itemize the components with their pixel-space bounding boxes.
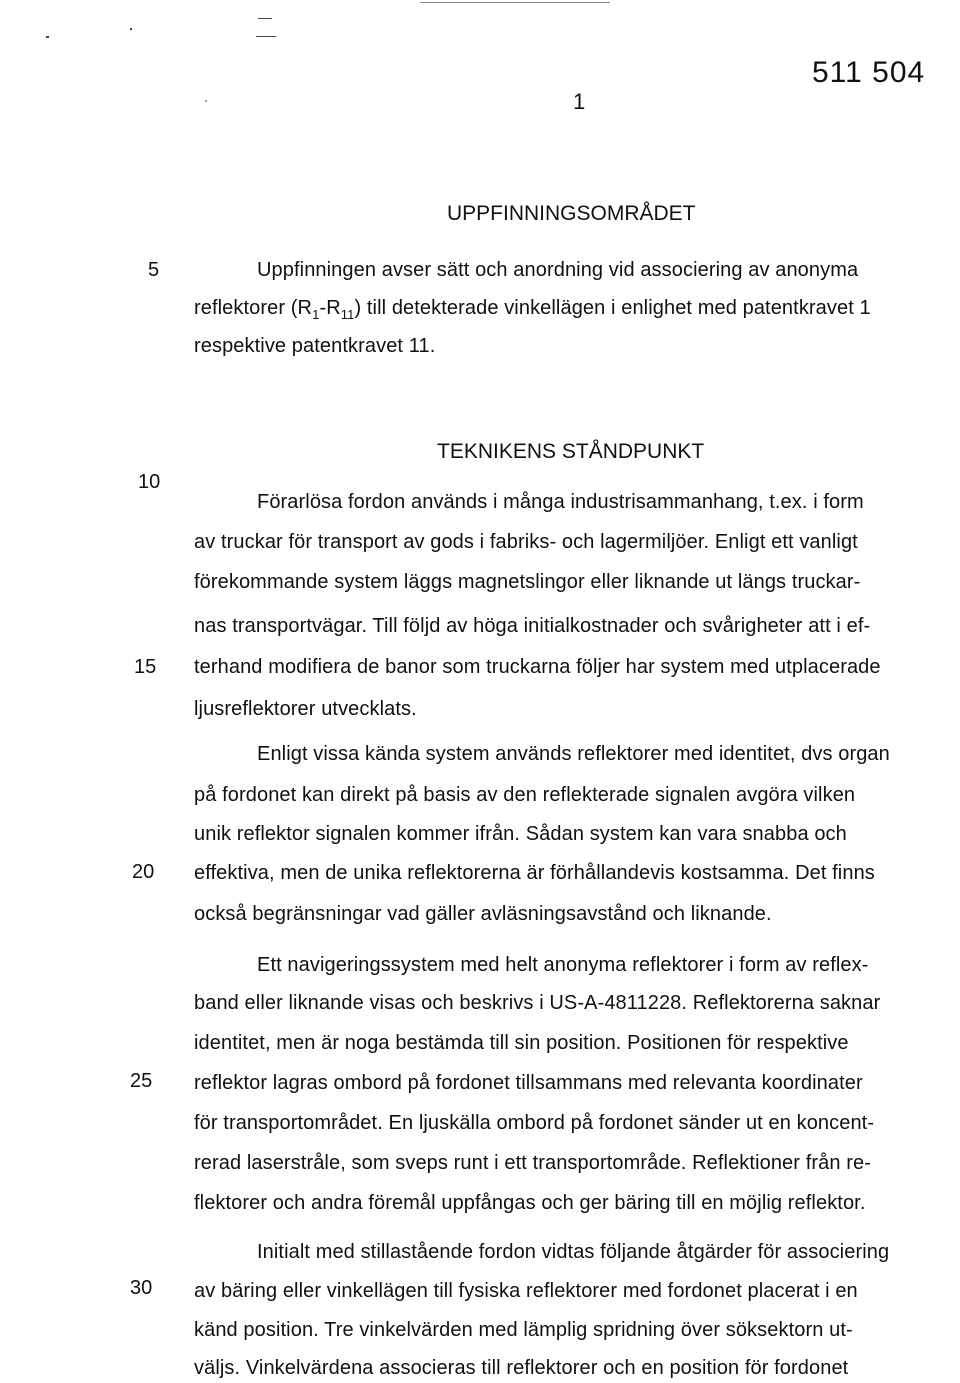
text-segment: ) till detekterade vinkellägen i enlighet med patentkravet 1 bbox=[354, 297, 871, 319]
text-line: flektorer och andra föremål uppfångas och ger bäring till en möjlig reflektor. bbox=[194, 1192, 866, 1214]
section-heading: TEKNIKENS STÅNDPUNKT bbox=[437, 440, 705, 463]
text-segment: -R bbox=[319, 297, 341, 319]
text-line: också begränsningar vad gäller avläsningsavstånd och liknande. bbox=[194, 903, 772, 925]
text-line: unik reflektor signalen kommer ifrån. Sådan system kan vara snabba och bbox=[194, 823, 847, 845]
subscript: 11 bbox=[340, 307, 355, 322]
text-line: väljs. Vinkelvärdena associeras till reflektorer och en position för fordonet bbox=[194, 1357, 849, 1379]
text-line: respektive patentkravet 11. bbox=[194, 335, 436, 357]
text-line: reflektor lagras ombord på fordonet tillsammans med relevanta koordinater bbox=[194, 1072, 863, 1094]
text-line bbox=[194, 296, 871, 322]
text-line: Ett navigeringssystem med helt anonyma reflektorer i form av reflex- bbox=[257, 954, 869, 976]
page-number: 1 bbox=[573, 89, 586, 114]
text-line: nas transportvägar. Till följd av höga initialkostnader och svårigheter att i ef- bbox=[194, 615, 871, 637]
text-line: för transportområdet. En ljuskälla ombord på fordonet sänder ut en koncent- bbox=[194, 1112, 875, 1134]
scan-artifact bbox=[46, 36, 49, 38]
section-heading: UPPFINNINGSOMRÅDET bbox=[447, 202, 696, 225]
text-line: Uppfinningen avser sätt och anordning vid associering av anonyma bbox=[257, 259, 859, 281]
text-line: terhand modifiera de banor som truckarna följer har system med utplacerade bbox=[194, 656, 881, 678]
text-line: känd position. Tre vinkelvärden med lämplig spridning över söksektorn ut- bbox=[194, 1319, 853, 1341]
text-line: identitet, men är noga bestämda till sin position. Positionen för respektive bbox=[194, 1032, 849, 1054]
patent-number: 511 504 bbox=[812, 56, 926, 89]
text-line: ljusreflektorer utvecklats. bbox=[194, 698, 417, 720]
text-line: förekommande system läggs magnetslingor eller liknande ut längs truckar- bbox=[194, 571, 861, 593]
text-line: effektiva, men de unika reflektorerna är förhållandevis kostsamma. Det finns bbox=[194, 862, 875, 884]
line-number-20: 20 bbox=[132, 861, 155, 883]
text-line: rerad laserstråle, som sveps runt i ett transportområde. Reflektioner från re- bbox=[194, 1152, 871, 1174]
text-line: Initialt med stillastående fordon vidtas följande åtgärder för associering bbox=[257, 1241, 890, 1263]
subscript: 1 bbox=[312, 307, 320, 322]
text-line: av bäring eller vinkellägen till fysiska reflektorer med fordonet placerat i en bbox=[194, 1280, 858, 1302]
line-number-10: 10 bbox=[138, 471, 161, 493]
text-line: Förarlösa fordon används i många industrisammanhang, t.ex. i form bbox=[257, 491, 864, 513]
text-line: Enligt vissa kända system används reflektorer med identitet, dvs organ bbox=[257, 743, 890, 765]
line-number-15: 15 bbox=[134, 656, 157, 678]
text-line: av truckar för transport av gods i fabriks- och lagermiljöer. Enligt ett vanligt bbox=[194, 531, 858, 553]
text-line: band eller liknande visas och beskrivs i US-A-4811228. Reflektorerna saknar bbox=[194, 992, 881, 1014]
scan-artifact bbox=[258, 18, 272, 19]
text-segment: reflektorer (R bbox=[194, 297, 313, 319]
scan-artifact bbox=[256, 36, 276, 37]
line-number-25: 25 bbox=[130, 1070, 153, 1092]
scan-artifact bbox=[205, 100, 207, 102]
scan-artifact bbox=[130, 28, 132, 30]
scan-artifact bbox=[420, 2, 610, 3]
line-number-5: 5 bbox=[148, 259, 160, 281]
line-number-30: 30 bbox=[130, 1277, 153, 1299]
text-line: på fordonet kan direkt på basis av den reflekterade signalen avgöra vilken bbox=[194, 784, 856, 806]
